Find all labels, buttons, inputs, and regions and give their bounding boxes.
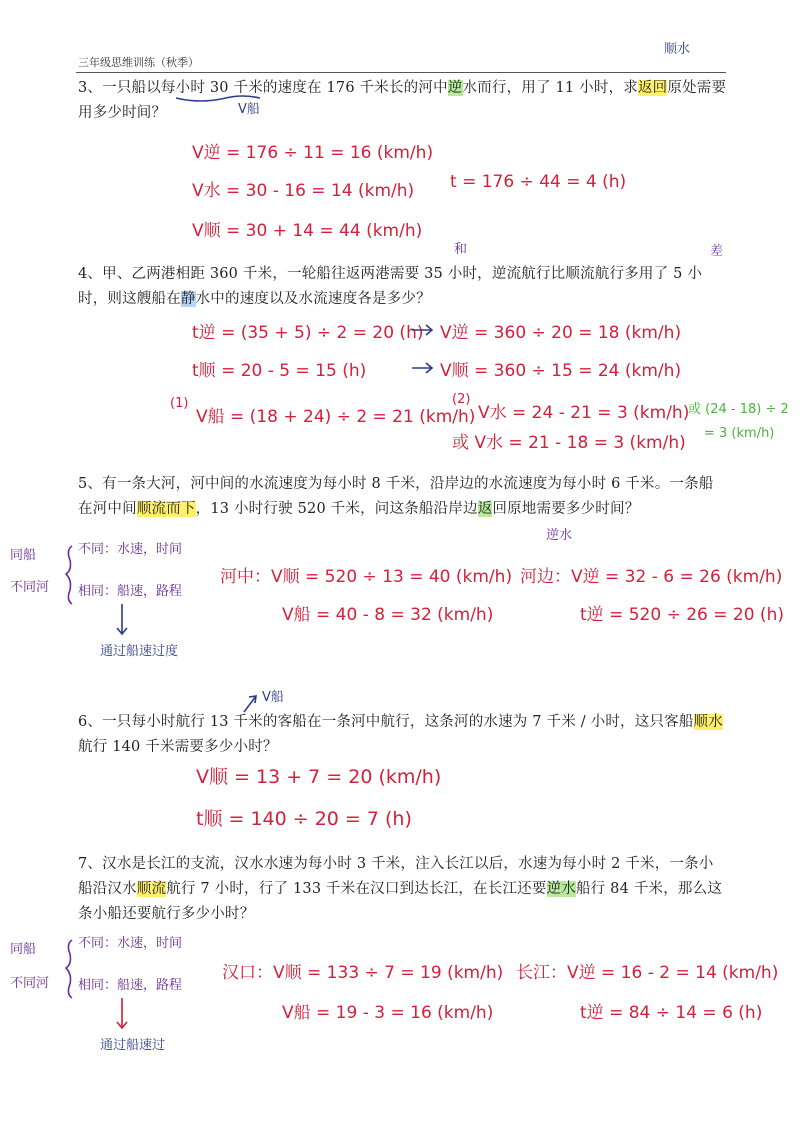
q4-work-v-water: V水 = 24 - 21 = 3 (km/h) [478,403,690,423]
q7-side-diff-river: 不同河 [10,976,50,991]
q3-work-line-1: V逆 = 176 ÷ 11 = 16 (km/h) [192,143,434,163]
q5-work-t-ni: t逆 = 520 ÷ 26 = 20 (h) [580,605,784,625]
note-upstream: 逆水 [546,528,573,543]
q5-side-same-boat: 同船 [10,548,37,563]
header-rule [76,72,726,73]
q4-work-v-boat: V船 = (18 + 24) ÷ 2 = 21 (km/h) [196,407,476,427]
q6-work-t-shun: t顺 = 140 ÷ 20 = 7 (h) [196,808,412,830]
note-sum: 和 [454,242,468,257]
q7-side-bridge: 通过船速过 [100,1038,166,1053]
page-header: 三年级思维训练（秋季） [78,56,199,69]
q4-work-v-ni: V逆 = 360 ÷ 20 = 18 (km/h) [440,323,682,343]
note-v-boat-q3: V船 [238,102,260,117]
q3-work-line-3: V顺 = 30 + 14 = 44 (km/h) [192,221,423,241]
q3-work-line-2: V水 = 30 - 16 = 14 (km/h) [192,181,415,201]
q3-work-line-4: t = 176 ÷ 44 = 4 (h) [450,172,627,192]
q5-side-same: 相同：船速，路程 [78,584,183,599]
question-3: 3、一只船以每小时 30 千米的速度在 176 千米长的河中逆水而行，用了 11 小时，求返回原处需要用多少时间？ [78,80,727,121]
q7-side-same: 相同：船速，路程 [78,978,183,993]
q5-side-different: 不同：水速，时间 [78,542,183,557]
q4-part-2-label: (2) [452,392,471,407]
q7-work-t-ni: t逆 = 84 ÷ 14 = 6 (h) [580,1003,763,1023]
q5-work-v-boat: V船 = 40 - 8 = 32 (km/h) [282,605,494,625]
q7-down-arrow [117,998,127,1028]
q5-side-diff-river: 不同河 [10,580,50,595]
q5-work-edge-v-ni: 河边：V逆 = 32 - 6 = 26 (km/h) [520,567,783,587]
q4-green-note-a: 或 (24 - 18) ÷ 2 [688,402,789,417]
q4-green-note-b: = 3 (km/h) [704,426,775,441]
q4-arrow-2 [412,363,432,373]
q7-side-different: 不同：水速，时间 [78,936,183,951]
q5-down-arrow [117,604,127,634]
q7-side-same-boat: 同船 [10,942,37,957]
note-v-boat-q6: V船 [262,690,284,705]
q7-brace [66,940,72,998]
question-6: 6、一只每小时航行 13 千米的客船在一条河中航行，这条河的水速为 7 千米 / 小时，这只客船顺水航行 140 千米需要多少小时？ [78,714,723,755]
q7-work-v-boat: V船 = 19 - 3 = 16 (km/h) [282,1003,494,1023]
note-shunshui: 顺水 [664,42,691,57]
q4-work-v-shun: V顺 = 360 ÷ 15 = 24 (km/h) [440,361,682,381]
q7-work-hankou-v-shun: 汉口：V顺 = 133 ÷ 7 = 19 (km/h) [222,963,504,983]
q5-work-middle-v-shun: 河中：V顺 = 520 ÷ 13 = 40 (km/h) [220,567,513,587]
question-7: 7、汉水是长江的支流，汉水水速为每小时 3 千米，注入长江以后，水速为每小时 2 千米，一条小船沿汉水顺流航行 7 小时，行了 133 千米在汉口到达长江，在长江还要逆水船行 84 千米，那么这条小船还要航行多少小时？ [78,856,723,922]
q5-side-bridge: 通过船速过度 [100,644,179,659]
q4-part-1-label: (1) [170,396,189,411]
q6-work-v-shun: V顺 = 13 + 7 = 20 (km/h) [196,766,442,788]
q4-work-t-shun: t顺 = 20 - 5 = 15 (h) [192,361,367,381]
q4-work-t-ni: t逆 = (35 + 5) ÷ 2 = 20 (h) [192,323,424,343]
q5-brace [66,546,72,604]
question-4: 4、甲、乙两港相距 360 千米，一轮船往返两港需要 35 小时，逆流航行比顺流航行多用了 5 小时，则这艘船在静水中的速度以及水流速度各是多少？ [78,266,703,307]
question-5: 5、有一条大河，河中间的水流速度为每小时 8 千米，沿岸边的水流速度为每小时 6 千米。一条船在河中间顺流而下，13 小时行驶 520 千米，问这条船沿岸边返回原地需要多少时间？ [78,476,714,517]
note-diff: 差 [710,244,724,259]
q7-work-changjiang-v-ni: 长江：V逆 = 16 - 2 = 14 (km/h) [516,963,779,983]
q4-work-v-water-alt: 或 V水 = 21 - 18 = 3 (km/h) [452,433,686,453]
